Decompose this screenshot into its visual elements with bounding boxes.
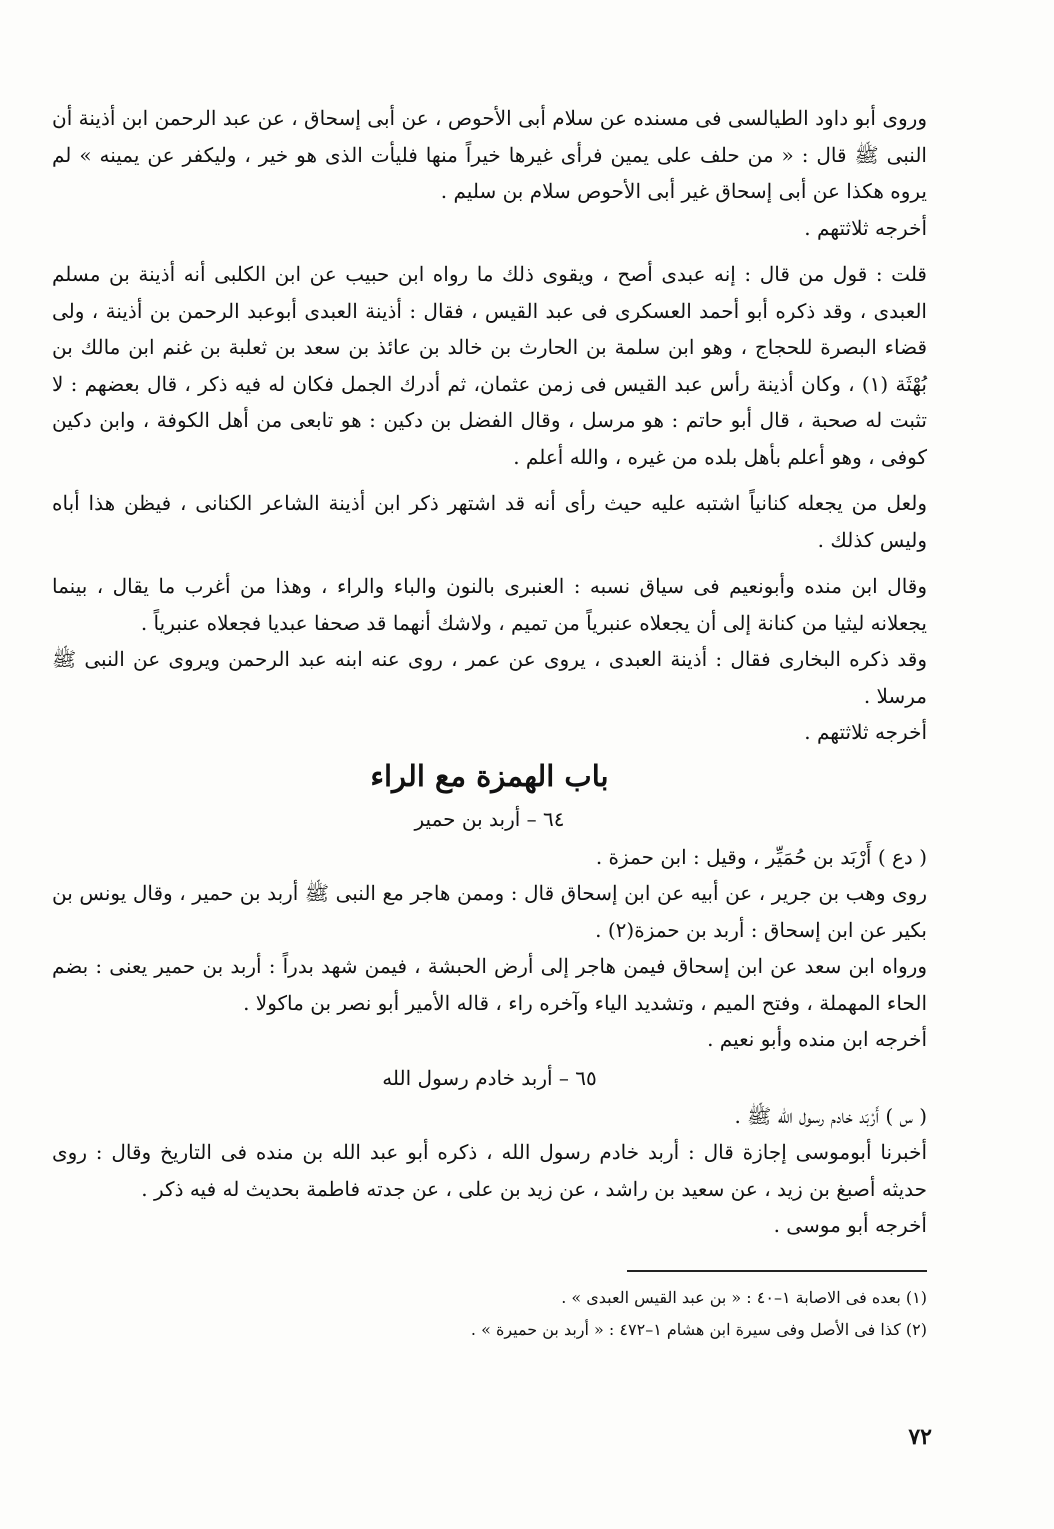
page-number: ٧٢ [908,1424,932,1450]
paragraph-4: ولعل من يجعله كنانياً اشتبه عليه حيث رأى أنه قد اشتهر ذكر ابن أذينة الشاعر الكنانى ، فيظن هذا أباه وليس كذلك . [52,491,927,552]
entry-64-title: ٦٤ – أربد بن حمير [414,806,565,831]
footnote-2: (٢) كذا فى الأصل وفى سيرة ابن هشام ١–٤٧٢ : « أربد بن حميرة » . [470,1319,927,1339]
footnote-1: (١) بعده فى الاصابة ١–٤٠ : « بن عبد القيس العبدى » . [561,1287,927,1307]
section-title: باب الهمزة مع الراء [370,758,609,793]
paragraph-6: وقد ذكره البخارى فقال : أذينة العبدى ، يروى عن عمر ، روى عنه ابنه عبد الرحمن ويروى عن النبى ﷺ مرسلا . [52,647,927,708]
paragraph-7: أخرجه ثلاثتهم . [804,720,927,744]
footnote-divider [627,1270,927,1272]
entry-64-paragraph-2: روى وهب بن جرير ، عن أبيه عن ابن إسحاق قال : وممن هاجر مع النبى ﷺ أربد بن حمير ، وقال يونس بن بكير عن ابن إسحاق : أربد بن حمزة(٢) . [52,881,927,942]
entry-65-paragraph-3: أخرجه أبو موسى . [773,1213,927,1237]
entry-65-paragraph-1: ( س ) أَرْبَد خادم رسول الله ﷺ . [734,1103,927,1128]
entry-64-paragraph-1: ( دع ) أَرْبَد بن حُمَيِّر ، وقيل : ابن حمزة . [595,844,927,869]
paragraph-2: أخرجه ثلاثتهم . [804,215,927,240]
entry-64-paragraph-3: ورواه ابن سعد عن ابن إسحاق فيمن هاجر إلى أرض الحبشة ، فيمن شهد بدراً : أربد بن حمير يعنى : بضم الحاء المهملة ، وفتح الميم ، وتشديد الياء وآخره راء ، قاله الأمير أبو نصر بن ماكولا . [52,954,927,1015]
paragraph-5: وقال ابن منده وأبونعيم فى سياق نسبه : العنبرى بالنون والباء والراء ، وهذا من أغرب ما يقال ، بينما يجعلانه ليثيا من كنانة إلى أن يجعلاه عنبرياً من تميم ، ولاشك أنهما قد صحفا عبديا فجعلاه عنبرياً . [52,574,928,635]
footnotes [52,1282,927,1346]
entry-65-paragraph-2: أخبرنا أبوموسى إجازة قال : أربد خادم رسول الله ، ذكره أبو عبد الله بن منده فى التاريخ وقال : روى حديثه أصبغ بن زيد ، عن سعيد بن راشد ، عن زيد بن على ، عن جدته فاطمة بحديث له فيه ذكر . [52,1140,927,1201]
entry-65-title: ٦٥ – أربد خادم رسول الله [382,1065,597,1090]
page-content [52,100,927,1346]
paragraph-1: وروى أبو داود الطيالسى فى مسنده عن سلام أبى الأحوص ، عن أبى إسحاق ، عن عبد الرحمن ابن أذينة أن النبى ﷺ قال : « من حلف على يمين فرأى غيرها خيراً منها فليأت الذى هو خير ، وليكفر عن يمينه » لم يروه هكذا عن أبى إسحاق غير أبى الأحوص سلام بن سليم . [52,106,927,203]
entry-64-paragraph-4: أخرجه ابن منده وأبو نعيم . [707,1027,927,1051]
paragraph-3: قلت : قول من قال : إنه عبدى أصح ، ويقوى ذلك ما رواه ابن حبيب عن ابن الكلبى أنه أذينة بن مسلم العبدى ، وقد ذكره أبو أحمد العسكرى فى عبد القيس ، فقال : أذينة العبدى أبوعبد الرحمن بن أذينة ، ولى قضاء البصرة للحجاج ، وهو ابن سلمة بن الحارث بن خالد بن عائذ بن سعد بن ثعلبة بن غنم ابن مالك بن بُهْثَة (١) ، وكان أذينة رأس عبد القيس فى زمن عثمان، ثم أدرك الجمل فكان له فيه ذكر ، قال بعضهم : لا تثبت له صحبة ، قال أبو حاتم : هو مرسل ، وقال الفضل بن دكين : هو تابعى من أهل الكوفة ، وابن دكين كوفى ، وهو أعلم بأهل بلده من غيره ، والله أعلم . [52,262,927,469]
